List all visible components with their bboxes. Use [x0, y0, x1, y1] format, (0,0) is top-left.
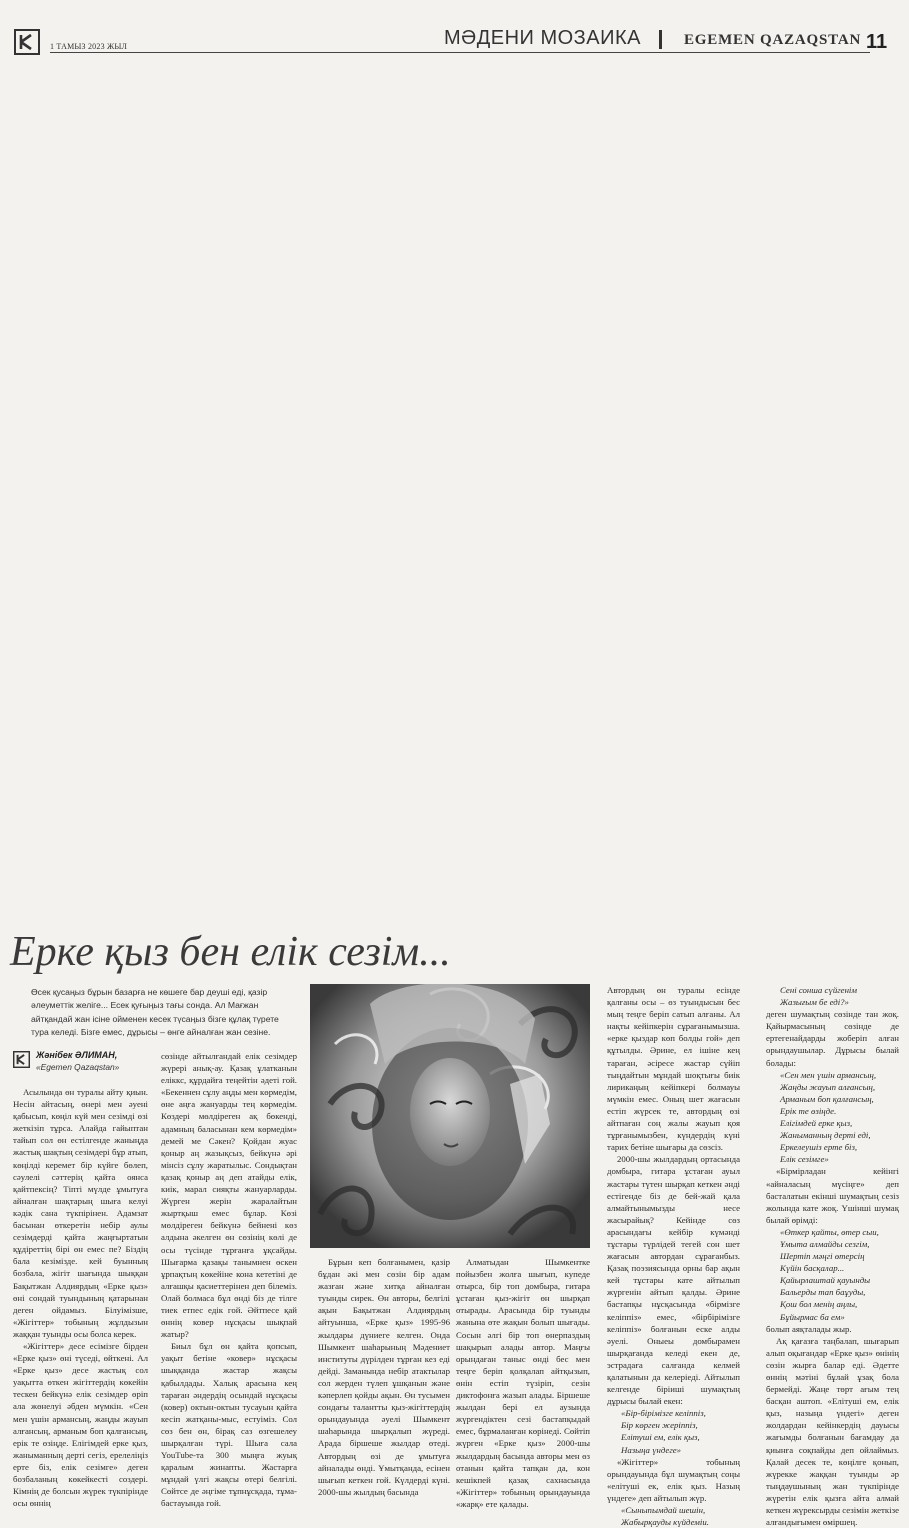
paragraph: деген шумақтың сөзінде тан жоқ. Қайырмасының сөзінде де ертегенайдарды жоберіп алған орындаушылар. Дұрысы былай болады:	[766, 1009, 899, 1068]
verse-line: Арманым боп қалғансың,	[780, 1093, 874, 1104]
verse-line: Бұйырмас ба ем»	[780, 1311, 845, 1322]
lyrics-verse	[607, 1407, 740, 1455]
verse-line: Жабырқауды күйдеміи.	[621, 1517, 709, 1528]
paragraph: «Жігіттер» тобының орындауында бұл шумақтың соңы «елітуші ек, елік қыз. Назың үндеге» деп айтылып жүр.	[607, 1456, 740, 1503]
text-column-4	[456, 1256, 590, 1510]
article-lead: Өсек қусаңыз бұрын базарға не көшеге бар деуші еді, қазір әлеуметтік желіге... Есек қуғыңыз тағы сонда. Ал Мағжан айтқандай жан ісіне ойменен кесек түсаңыз бізге құлақ түрете тура келеді. Бізге емес, дұрысы – өнге айналған жан сезіне.	[31, 987, 279, 1037]
section-title: МӘДЕНИ МОЗАИКА	[444, 27, 641, 49]
paragraph: Бұрын кеп болғанымен, қазір бұдан әкі мен сөзін бір адам жазған және хитқа айналған туынды сирек. Өн авторы, белгілі ақын Бақытжан Алдиярдың айтуынша, «Ерке қыз» 1995-96 жылдары дүниеге келген. Онда Шымкент шаһарының Мәдениет институты дүрілден тұрған кез еді дейді. Заманында небір атактылар сол жерден түлеп ұшқанын және кәперлеп қойды ақын. Өн тусымен сондағы талантты қыз-жігіттердің орындауында әуелі Шымкент шаһарында шырқалып жүреді. Арада біршеше жылдар өтеді. Автордың өзі де ұмытуға айналады өнді. Ұмытқанда, есінен шығып кеткен гой. Күлдерді күні. 2000-шы жылдың басында	[318, 1257, 450, 1497]
paragraph: Асылында өн туралы айту қиын. Несін айтасың, өнері мен әуені қабысып, көңіл күй мен сезімді өзі жеткізіп тұрса. Алайда гайыптан тайып сол өн естілгенде жаныңда жастық шақтың сезімдері бұр атып, көңілді керемет бір күйге бөлеп, сәулелі сәттерің қайта оянса қайтпексің? Тіпті мүлде ұмытуға айналған шақтарың шыға келуі кәдік сана түкпірінен. Адамзат басынан өткеретін небір аулы сезімдерді қайта жаңғыртатын құдіреттің бірі өн емес пе? Біздің бала кезімізде. кей буынның бозбала, жігіт шағында шыққан Бақытжан Алдиярдың «Ерке қыз» өні сондай туындының қатарынан деген ойдамыз. Білуімізше, «Жігіттер» тобының жұлдызын жаққан туынды осы болса керек.	[13, 1087, 148, 1339]
header-rule	[50, 52, 870, 53]
text-column-1	[13, 1086, 148, 1509]
text-column-5	[607, 984, 740, 1528]
verse-line: Қайырлаштай қауынды	[780, 1275, 871, 1286]
verse-line: Елітуші ем, елік қыз,	[621, 1432, 700, 1443]
author-organization: «Egemen Qazaqstan»	[36, 1062, 120, 1072]
verse-line: «Сыныпымдай шешін,	[621, 1505, 706, 1516]
paragraph: Биыл бұл өн қайта қопсып, уақыт бетіне «ковер» нұсқасы шыққанда жастар жақсы қабылдады. Халық арасына кең тараған әндердің осындай нұсқасы (ковер) октын-октын тусауын қайта кесіп жатқаны-мыс, естуіміз. Сол сөз бен өн, бірақ саз өзгешелеу шырқалған түрі. Шыға сала YouTube-та 300 мыңға жуық қаралым жинапты. Жастарға мұндай үлгі жақсы өтері белгілі. Сөйтсе де әңгіме тұпнұсқада, тұма-бастауында гой.	[161, 1341, 297, 1509]
paragraph: Алматыдан Шымкентке пойызбен жолға шығып, купеде отырса, бір топ домбыра, гитара ұстаған қыз-жігіт өн шырқап отырады. Арасында бір туынды жанына өте жақын болып шығады. Сосын әлгі бір топ өнерпаздың шақырып алады автор. Маңғы орындаған таныс өнді бес мен теңге беріп қолқалап айтқызып, өнін естіп түзіріп, сезін диктофонға жазып алады. Біршеше жылдан бері ел аузында жүргендіктен сезі бастапқыдай емес, бұрмаланған көрінеді. Сөйтіп жүрген «Ерке қыз» 2000-шы жылдардың басында авторы мен өз отанын қайта тапқан да, кон кешікпей қазақ сахнасында «Жігіттер» тобының орындауында «жарқ» ете қалады.	[456, 1257, 590, 1509]
lyrics-verse	[766, 984, 899, 1008]
text-column-6	[766, 984, 899, 1528]
newspaper-logo-icon	[14, 29, 40, 55]
page-number: 11	[866, 31, 888, 53]
verse-line: Жаныманның дерті еді,	[780, 1130, 871, 1141]
paragraph: болып аяқталады жыр.	[766, 1323, 852, 1334]
lyrics-verse	[607, 1504, 740, 1528]
verse-line: Еркелеушіз ерте біз,	[780, 1142, 858, 1153]
verse-line: Ұмыта алмайды сезгім,	[780, 1238, 870, 1249]
paragraph: «Бірмірладан кейінгі «айналасың мүсіңге» деп басталатын екінші шумақтың сезіз жолында кате жоқ. Үшінші шумақ былай өрімді:	[766, 1166, 899, 1225]
newspaper-name: EGEMEN QAZAQSTAN	[684, 32, 862, 48]
header-separator	[659, 30, 662, 49]
paragraph: 2000-шы жылдардың ортасында домбыра, гитара ұстаған ауыл жастары түтен шырқап кеткен әнді естігенде біз де бей-жай қала алмайтынымызды несе жасырайық? Кейінде сөз арасындағы кейбір күмәнді тұстары түрлідей тегей сон шет жағасын автордан сұрағанбыз. Қазақ поэзиясында орны бар ақын кей тұстары кате айтылып жүргенін айтып қалды. Әрине бастапқы нұсқасында «бірмізге келіппіз» емес, «бірбірімізге келіппіз» болғанын еске алды әуелі. Оныеы домбырамен шырқағанда келеді екен де, эстрадаға салғанда келмей қалатынын да келеріеді. Айтылып келгенде біріиші шумақтың дұрысы былай екен:	[607, 1154, 740, 1407]
verse-line: Жаңды жауып алғансың,	[780, 1081, 876, 1092]
paragraph: «Жігіттер» десе есімізге бірден «Ерке қыз» өні түседі, өйткені. Ал «Ерке қыз» десе жастық сол уақытта өткен жігіттердің көкейін тескен бейкүнә елік сезімдер өріп ала жөнелуі әбден мүмкін. «Сен мен үшін армансың, жаңды жауып алғансың, арманым боп қалғансың, ерік те өзіңде. Елігімдей ерке қыз, жаныманның дерті сегіз, ерелеліңіз ерте біз, елік сезімге» деген бозбаланың көкейкесті создері. Кімнің де болсын жүрек түкпірінде осы өннің	[13, 1340, 148, 1509]
article-headline: Ерке қыз бен елік сезім...	[10, 929, 451, 975]
text-column-2	[161, 1050, 297, 1510]
verse-line: Елігімдей ерке қыз,	[780, 1118, 853, 1129]
paragraph: Ақ қағазға таңбалап, шығарып алып оқығандар «Ерке қыз» өнінің сөзін жырға балар еді. Әдетте өннің мәтіні бұлай ұзақ бола бермейді. Жаңе төрт ағым тең басқан аштоп. «Елітуші ем, елік қыз, назыңа үндегі» деген жолдардан кейінкердің дауысы жағымды болғанын бағамдау да қиынға соқпайды деп ойлаймыз. Қалай десек те, көңілге қонып, жүрекке жаққан туынды әр тыңдаушының жан түкпірінде жүретін елік қызға айта алмай кеткен жүрексырды сезімін жеткізе алғандығымен өміршең.	[766, 1335, 899, 1528]
verse-line: «Бір-бірімізге келіппіз,	[621, 1408, 706, 1419]
article-photo	[310, 984, 590, 1248]
issue-date: 1 ТАМЫЗ 2023 ЖЫЛ	[50, 42, 128, 51]
paragraph: Автордың өн туралы есінде қалғаны осы – өз туындысын бес мың теңге беріп сатып алғаны. Ал нақты кейіпкерін сұрағанымызша. «ерке қыздар көп болды гой» деп құтылды. Әрине, ел ішіне кең тараған, әсіресе жастар сүйіп тыңдайтын мұндай шоқтығы биік лирикаңың кейіпкері болмауы мүмкін емес. Оның шет жағасын естіп жүрсек те, автордың өзі айтпаған соң жалы жауып қоя тұрғанымызбен, күндердің күні тарих бетіне шығары да сөзсіз.	[607, 985, 740, 1153]
verse-line: «Өткер қайты, өтер сыи,	[780, 1226, 879, 1237]
paragraph: сөзінде айтылғандай елік сезімдер жүрері анық-ау. Қазақ ұлатканын еліккс, құрдайға теңейтін әдеті гой. «Бекеннен сұлу аңды мен көрмедім, өне аңға жануарды тең көрмедім. Көздері мөлдіреген ақ бөкенді, адамның баласынан кем көрмедім» демей ме Сәкен? Қойдан жуас қоныр аң жазықсыз, бейкүнә әрі мінсіз сұлу жаратылыс. Сондықтан қазақ қоныр аң деп атайды елік, киік, марал сияқты жануарларды. Жүрген жерін жаралайтын жыртқыш емес бұлар. Көзі мөлдіреген бейкүнә бейнені көз алдына әкелген өн сөзінің көлі де осы түсінде тұрғанға ұқсайды. Шығарма қазақы танымнен өскен ұрпақтың көкейіне кона кететіні де алғашқы қасиеттерінен деп білеміз. Олай болмаса бұл өнді біз де тілге тиек етпес едік гой. Әйтпесе қай өннің ковер нұсқасы шықпай жатыр?	[161, 1051, 297, 1340]
verse-line: Елік сезімге»	[780, 1154, 829, 1165]
verse-line: Сені соншa сүйгенім	[780, 985, 857, 995]
verse-line: Ерік те өзіңде.	[780, 1105, 837, 1116]
verse-line: Бір көрген жеріппіз,	[621, 1420, 698, 1431]
byline-logo-icon	[13, 1051, 30, 1068]
lyrics-verse	[766, 1069, 899, 1166]
verse-line: Жазығым бе еді?»	[780, 997, 849, 1008]
verse-line: Бальерды тап баұуды,	[780, 1287, 866, 1298]
verse-line: Назыңа үндеге»	[621, 1444, 682, 1455]
verse-line: Күйін басқалар...	[780, 1263, 845, 1274]
verse-line: «Сен мен үшін армансың,	[780, 1069, 877, 1080]
lyrics-verse	[766, 1226, 899, 1323]
author-name: Жәнібек ӘЛИМАН,	[36, 1050, 118, 1060]
verse-line: Шертіп мәңгі өтерсің	[780, 1251, 865, 1262]
verse-line: Қош бол менің аңлы,	[780, 1299, 858, 1310]
text-column-3	[318, 1256, 450, 1498]
